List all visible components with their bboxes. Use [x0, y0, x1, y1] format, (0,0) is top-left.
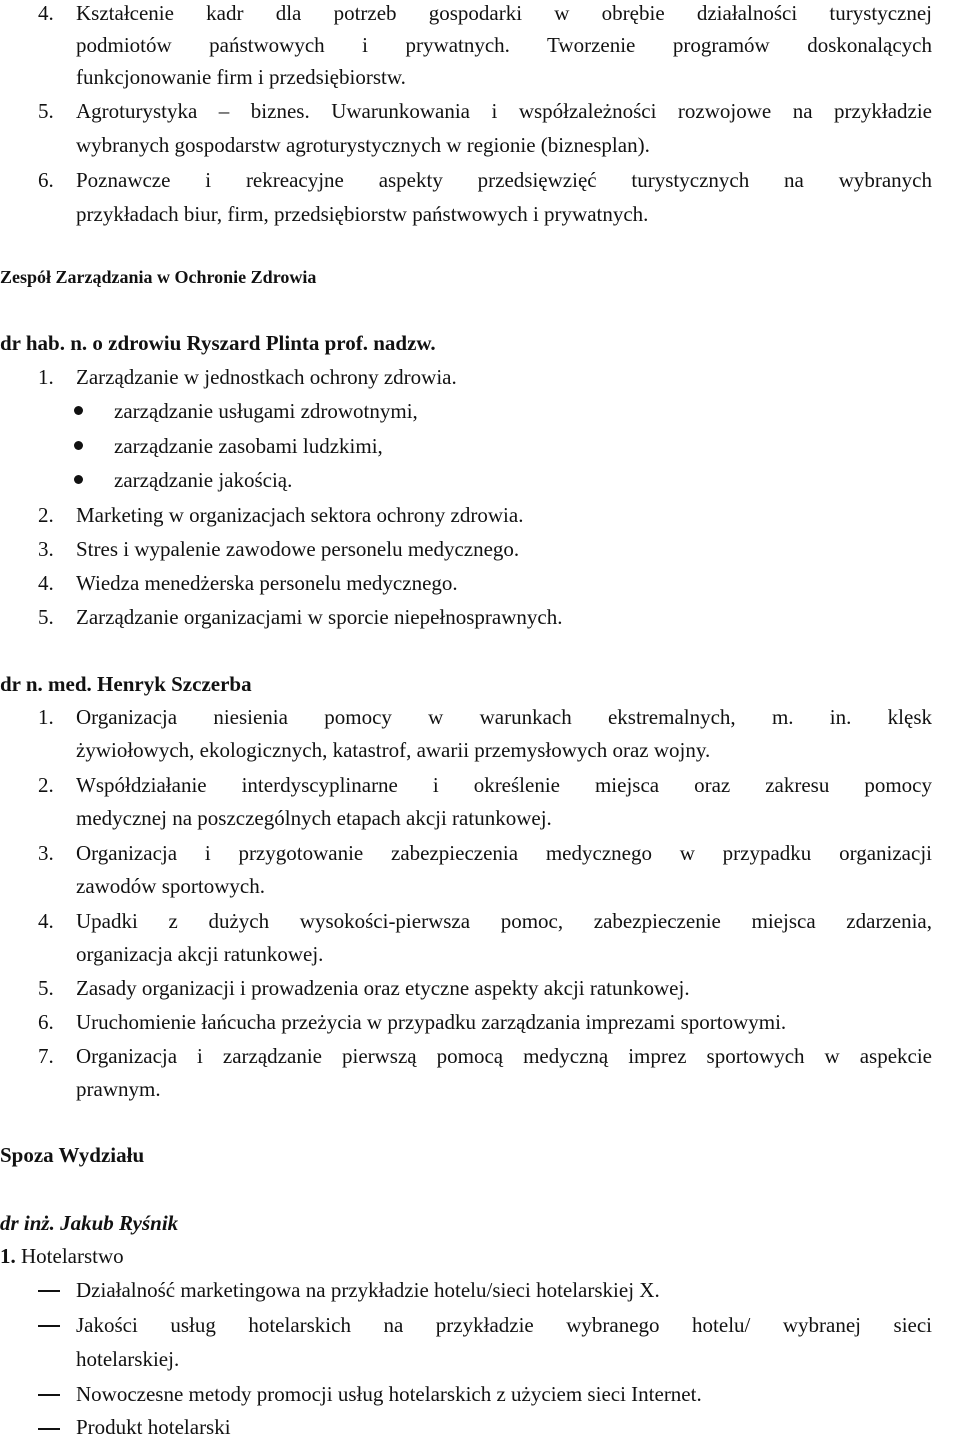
dash-icon: [38, 1428, 60, 1430]
list-number: 5.: [38, 99, 54, 123]
bullet-item: zarządzanie usługami zdrowotnymi,: [114, 399, 418, 423]
list-number: 2.: [38, 503, 54, 527]
list-number: 4.: [38, 909, 54, 933]
list-item-text: medycznej na poszczególnych etapach akcji ratunkowej.: [76, 806, 552, 830]
section-heading: Spoza Wydziału: [0, 1143, 145, 1167]
list-item-text: Uruchomienie łańcucha przeżycia w przypadku zarządzania imprezami sportowymi.: [76, 1010, 787, 1034]
dash-icon: [38, 1290, 60, 1292]
supervisor-name: dr inż. Jakub Ryśnik: [0, 1211, 179, 1235]
list-item-text: funkcjonowanie firm i przedsiębiorstw.: [76, 65, 406, 89]
list-number: 4.: [38, 571, 54, 595]
team-heading: Zespół Zarządzania w Ochronie Zdrowia: [0, 267, 317, 287]
list-number: 5.: [38, 605, 54, 629]
dash-item: Działalność marketingowa na przykładzie hotelu/sieci hotelarskiej X.: [76, 1278, 660, 1302]
dash-item: Produkt hotelarski: [76, 1415, 231, 1439]
supervisor-name: dr hab. n. o zdrowiu Ryszard Plinta prof. nadzw.: [0, 331, 436, 355]
list-item-text: Upadki z dużych wysokości-pierwsza pomoc, zabezpieczenie miejsca zdarzenia,: [76, 909, 932, 933]
list-number: 7.: [38, 1044, 54, 1068]
bullet-icon: [74, 441, 83, 450]
list-number: 1.: [38, 705, 54, 729]
bullet-item: zarządzanie jakością.: [114, 468, 293, 492]
list-item-text: Marketing w organizacjach sektora ochrony zdrowia.: [76, 503, 524, 527]
list-item-text: Organizacja i zarządzanie pierwszą pomocą medyczną imprez sportowych w aspekcie: [76, 1044, 932, 1068]
list-item-text: Współdziałanie interdyscyplinarne i określenie miejsca oraz zakresu pomocy: [76, 773, 932, 797]
list-item-text: przykładach biur, firm, przedsiębiorstw państwowych i prywatnych.: [76, 202, 649, 226]
list-item-text: Zarządzanie organizacjami w sporcie niepełnosprawnych.: [76, 605, 563, 629]
list-number: 4.: [38, 1, 54, 25]
list-item-text: prawnym.: [76, 1077, 161, 1101]
bullet-item: zarządzanie zasobami ludzkimi,: [114, 434, 383, 458]
list-item-text: Zarządzanie w jednostkach ochrony zdrowia.: [76, 365, 457, 389]
dash-icon: [38, 1325, 60, 1327]
list-item-text: organizacja akcji ratunkowej.: [76, 942, 324, 966]
list-number: 3.: [38, 841, 54, 865]
bullet-icon: [74, 475, 83, 484]
list-item-text: Stres i wypalenie zawodowe personelu medycznego.: [76, 537, 520, 561]
list-item-text: Kształcenie kadr dla potrzeb gospodarki w obrębie działalności turystycznej: [76, 1, 932, 25]
dash-item: Nowoczesne metody promocji usług hotelarskich z użyciem sieci Internet.: [76, 1382, 702, 1406]
list-number: 5.: [38, 976, 54, 1000]
list-number: 6.: [38, 168, 54, 192]
list-item-text: wybranych gospodarstw agroturystycznych w regionie (biznesplan).: [76, 133, 650, 157]
list-item-text: Wiedza menedżerska personelu medycznego.: [76, 571, 458, 595]
list-item-text: Zasady organizacji i prowadzenia oraz etyczne aspekty akcji ratunkowej.: [76, 976, 690, 1000]
dash-icon: [38, 1394, 60, 1396]
list-item-text: podmiotów państwowych i prywatnych. Tworzenie programów doskonalących: [76, 33, 932, 57]
list-item-text: zawodów sportowych.: [76, 874, 265, 898]
list-number: 6.: [38, 1010, 54, 1034]
topic-title: Hotelarstwo: [21, 1244, 124, 1268]
dash-item: hotelarskiej.: [76, 1347, 180, 1371]
list-item-text: żywiołowych, ekologicznych, katastrof, awarii przemysłowych oraz wojny.: [76, 738, 711, 762]
list-number: 2.: [38, 773, 54, 797]
supervisor-name: dr n. med. Henryk Szczerba: [0, 672, 252, 696]
list-item-text: Organizacja niesienia pomocy w warunkach ekstremalnych, m. in. klęsk: [76, 705, 932, 729]
list-item-text: Poznawcze i rekreacyjne aspekty przedsięwzięć turystycznych na wybranych: [76, 168, 932, 192]
list-item-text: Organizacja i przygotowanie zabezpieczenia medycznego w przypadku organizacji: [76, 841, 932, 865]
bullet-icon: [74, 406, 83, 415]
list-item-text: Agroturystyka – biznes. Uwarunkowania i współzależności rozwojowe na przykładzie: [76, 99, 932, 123]
topic-number: 1.: [0, 1244, 16, 1268]
topic-line: [0, 1239, 124, 1273]
list-number: 1.: [38, 365, 54, 389]
list-number: 3.: [38, 537, 54, 561]
dash-item: Jakości usług hotelarskich na przykładzie wybranego hotelu/ wybranej sieci: [76, 1313, 932, 1337]
